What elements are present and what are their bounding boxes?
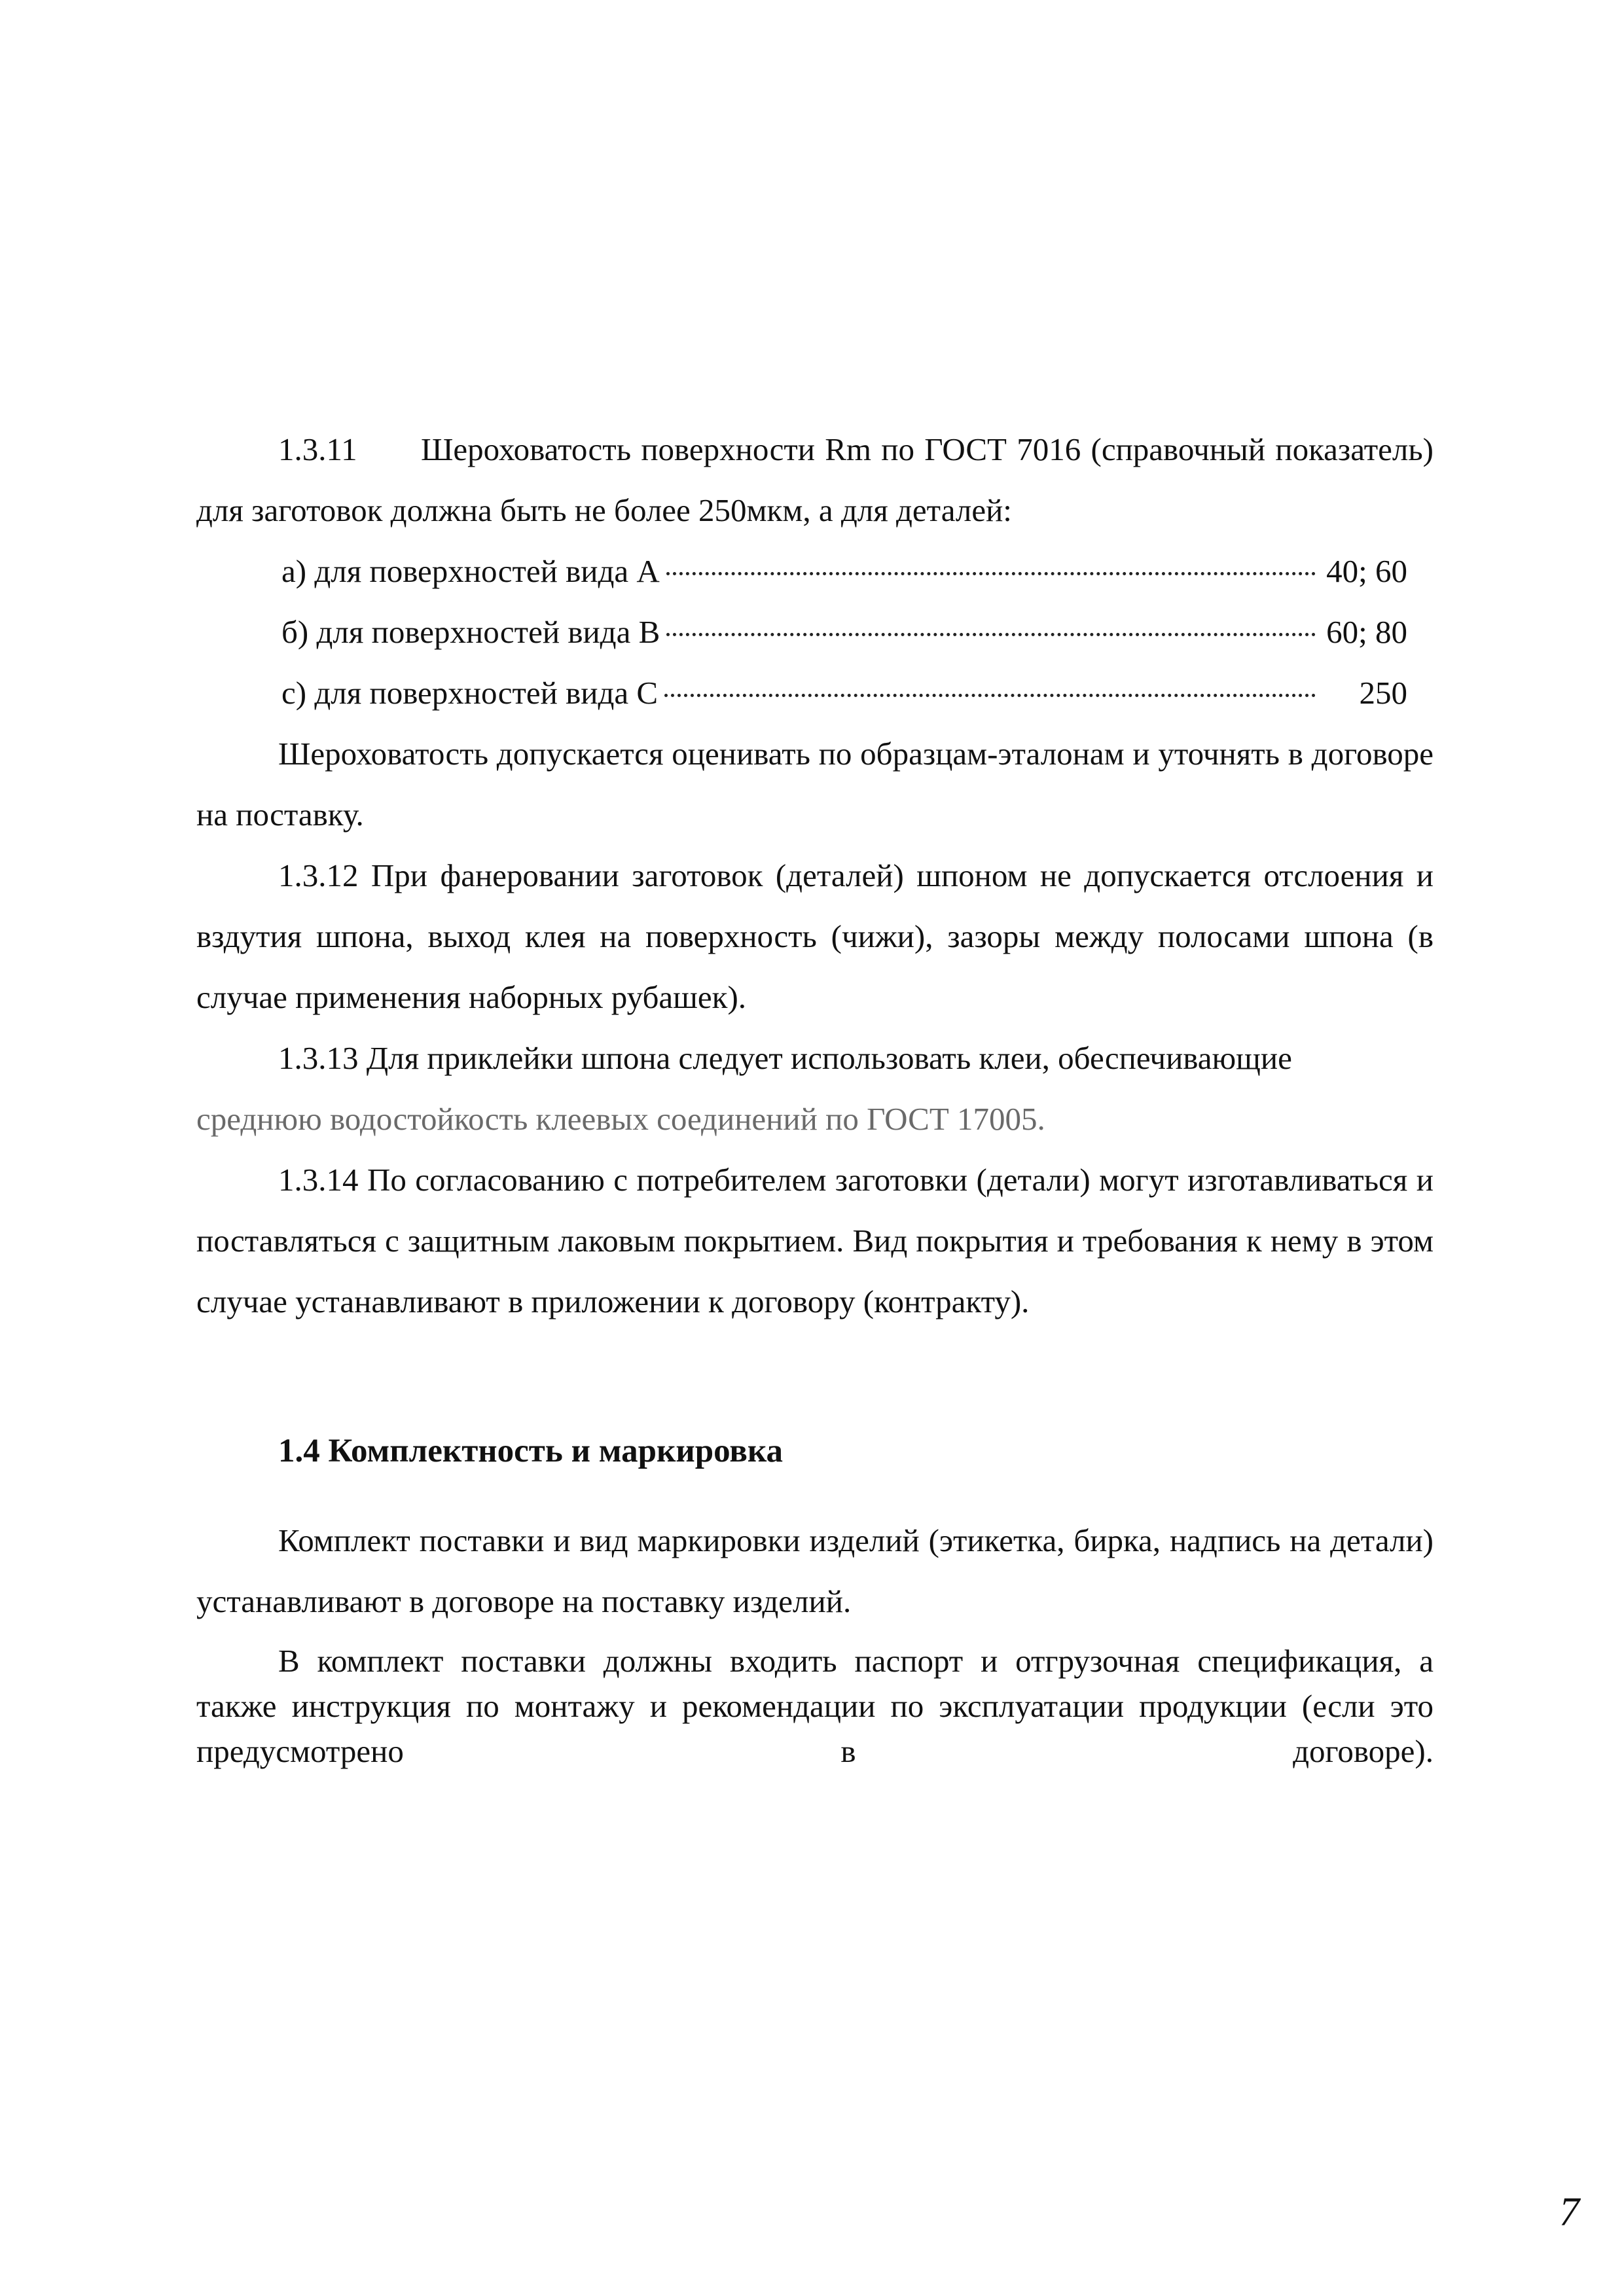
dot-leader (666, 633, 1316, 636)
paragraph-1-3-11 (196, 419, 1434, 541)
page-number: 7 (1559, 2190, 1579, 2234)
roughness-item-label: с) для поверхностей вида С (281, 675, 659, 711)
roughness-item-label: а) для поверхностей вида А (281, 553, 660, 589)
roughness-item-value: 250 (1359, 675, 1407, 711)
document-body (196, 419, 1434, 1774)
section-1-4-paragraph-2: В комплект поставки должны входить паспорт и отгрузочная спецификация, а также инструкция по монтажу и рекомендации по эксплуатации продукции (если это предусмотрено в договоре). (196, 1643, 1434, 1770)
paragraph-1-3-13-line-2: среднюю водостойкость клеевых соединений по ГОСТ 17005. (196, 1101, 1045, 1137)
roughness-item-c (196, 662, 1434, 723)
paragraph-1-3-12: 1.3.12 При фанеровании заготовок (деталей) шпоном не допускается отслоения и вздутия шпона, выход клея на поверхность (чижи), зазоры между полосами шпона (в случае применения наборных рубашек). (196, 857, 1434, 1015)
roughness-item-value: 60; 80 (1326, 614, 1407, 650)
dot-leader (664, 694, 1316, 697)
roughness-item-value: 40; 60 (1326, 553, 1407, 589)
section-1-4-paragraph-1: Комплект поставки и вид маркировки изделий (этикетка, бирка, надпись на детали) устанавливают в договоре на поставку изделий. (196, 1522, 1434, 1620)
roughness-item-label: б) для поверхностей вида В (281, 614, 660, 650)
paragraph-1-3-13-line-1: 1.3.13 Для приклейки шпона следует использовать клеи, обеспечивающие (278, 1040, 1292, 1076)
roughness-item-a (196, 541, 1434, 601)
clause-text-1-3-11: Шероховатость поверхности Rm по ГОСТ 7016 (справочный показатель) для заготовок должна быть не более 250мкм, а для деталей: (196, 431, 1434, 528)
clause-number-1-3-11: 1.3.11 (278, 431, 357, 467)
paragraph-1-3-14: 1.3.14 По согласованию с потребителем заготовки (детали) могут изготавливаться и поставляться с защитным лаковым покрытием. Вид покрытия и требования к нему в этом случае устанавливают в приложении к договору (контракту). (196, 1162, 1434, 1319)
roughness-note: Шероховатость допускается оценивать по образцам-эталонам и уточнять в договоре на поставку. (196, 736, 1434, 833)
section-heading-1-4: 1.4 Комплектность и маркировка (278, 1433, 783, 1469)
roughness-list (196, 541, 1434, 723)
roughness-item-b (196, 601, 1434, 662)
dot-leader (666, 572, 1316, 575)
